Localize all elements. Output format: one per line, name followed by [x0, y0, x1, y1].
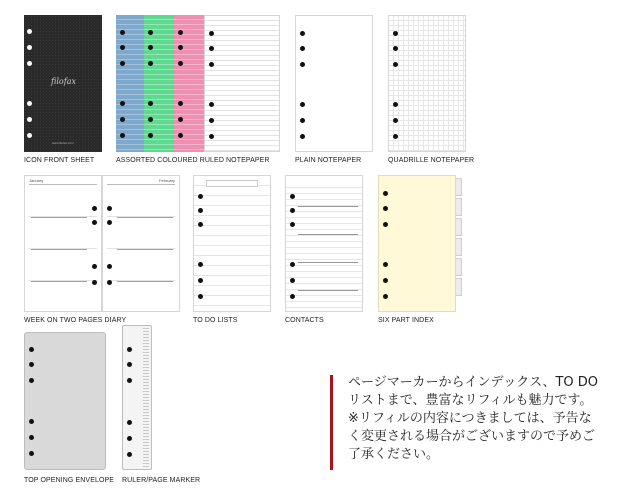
quadrille-notepaper-image	[388, 15, 466, 152]
caption-ruler-page-marker: RULER/PAGE MARKER	[122, 477, 201, 484]
ruler-image	[122, 325, 152, 470]
index-tab-6	[455, 278, 462, 296]
caption-icon-front-sheet: ICON FRONT SHEET	[24, 157, 95, 164]
caption-assorted-notepaper: ASSORTED COLOURED RULED NOTEPAPER	[116, 157, 270, 164]
notepaper-blue	[116, 15, 144, 152]
note-accent-bar	[330, 375, 333, 470]
index-tab-1	[455, 178, 462, 196]
caption-quadrille-notepaper: QUADRILLE NOTEPAPER	[388, 157, 475, 164]
six-part-index-image	[378, 175, 456, 312]
caption-plain-notepaper: PLAIN NOTEPAPER	[295, 157, 362, 164]
notepaper-green	[144, 15, 174, 152]
index-tab-3	[455, 218, 462, 236]
caption-six-part-index: SIX PART INDEX	[378, 317, 434, 324]
envelope-image	[24, 332, 106, 470]
caption-week-diary: WEEK ON TWO PAGES DIARY	[24, 317, 127, 324]
contacts-image	[285, 175, 363, 312]
todo-lists-image	[193, 175, 271, 312]
caption-todo-lists: TO DO LISTS	[193, 317, 238, 324]
caption-contacts: CONTACTS	[285, 317, 324, 324]
brand-url: www.filofax.com	[52, 141, 74, 145]
brand-logo: filofax	[51, 77, 76, 86]
icon-front-sheet-image	[24, 15, 102, 152]
index-tab-5	[455, 258, 462, 276]
notepaper-pink	[174, 15, 204, 152]
notepaper-white	[204, 15, 280, 152]
note-text: ページマーカーからインデックス、TO DO リストまで、豊富なリフィルも魅力です。 ※リフィルの内容につきましては、予告な く変更される場合がございますので予めご 了承ください。	[348, 375, 599, 462]
week-diary-left-page: January	[24, 175, 102, 312]
caption-top-opening-envelope: TOP OPENING ENVELOPE	[24, 477, 115, 484]
index-tab-4	[455, 238, 462, 256]
plain-notepaper-image	[295, 15, 373, 152]
index-tab-2	[455, 198, 462, 216]
week-diary-right-page: February	[102, 175, 180, 312]
